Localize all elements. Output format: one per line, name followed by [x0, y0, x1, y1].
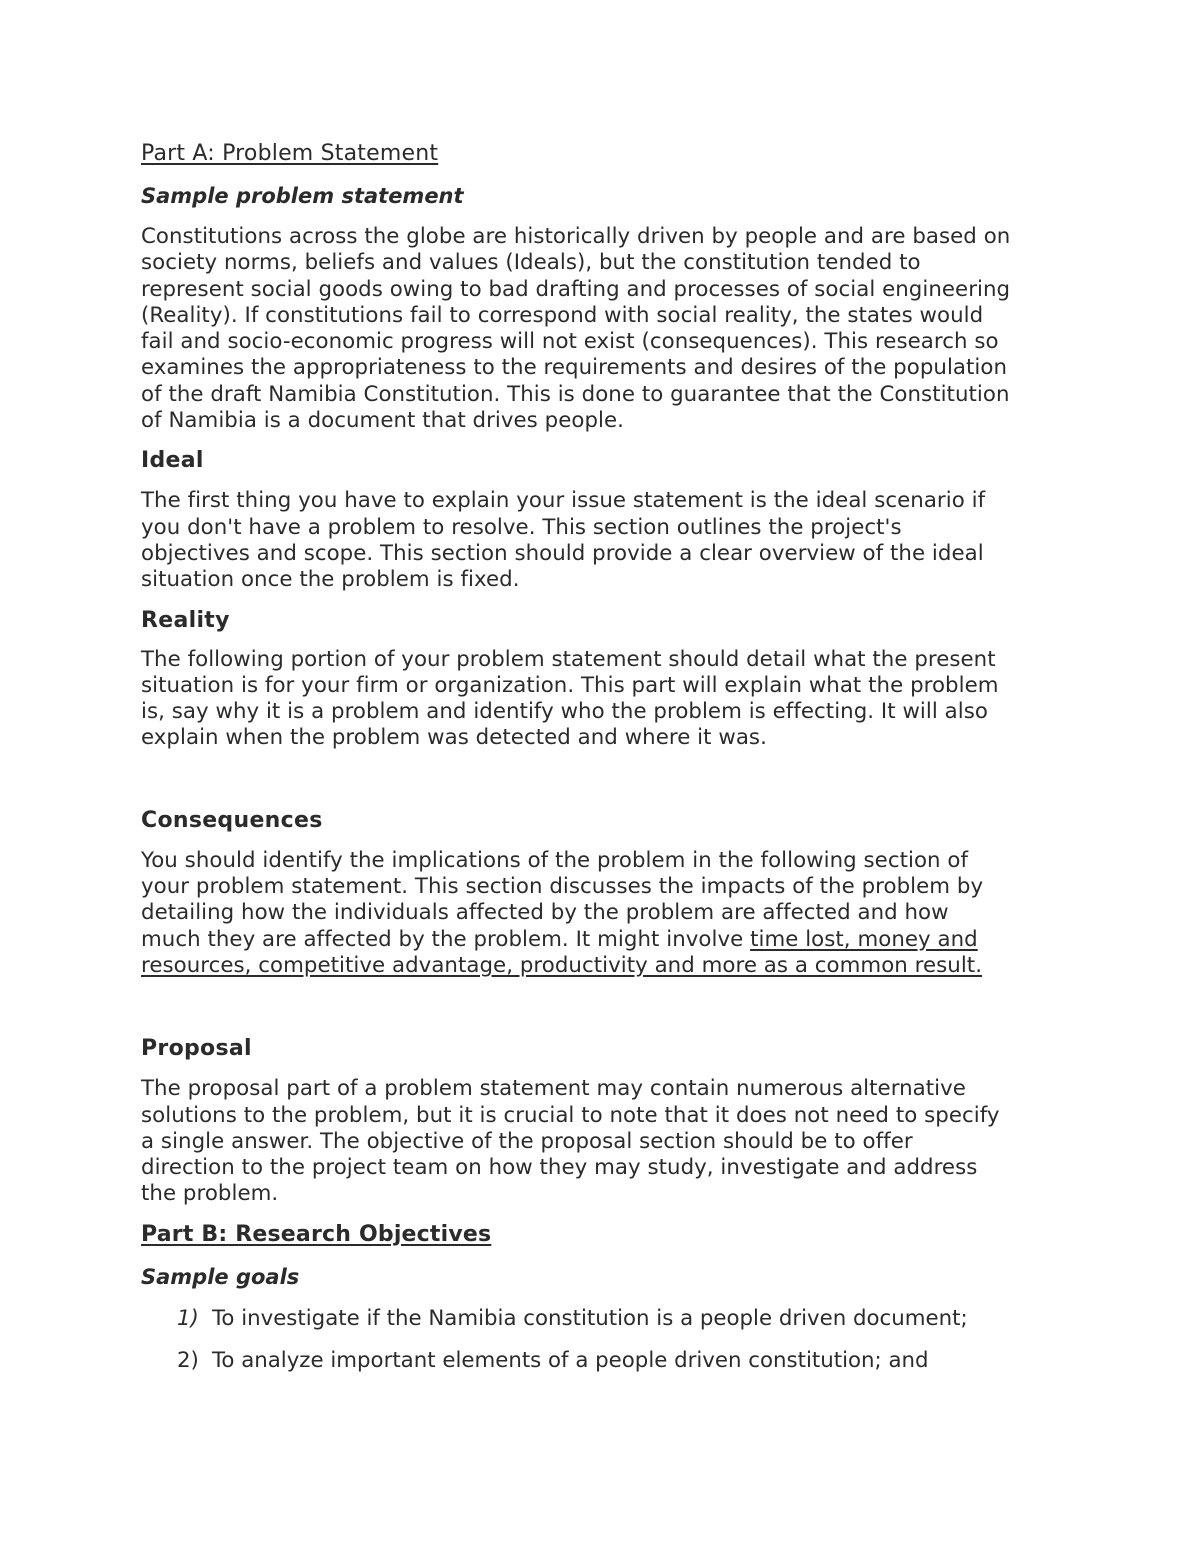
proposal-heading: Proposal [141, 1036, 252, 1062]
text-line: detailing how the individuals affected by the problem are affected and how [141, 900, 949, 926]
text-line: is, say why it is a problem and identify who the problem is effecting. It will also [141, 699, 988, 725]
text-plain: much they are affected by the problem. It might involve [141, 926, 751, 952]
text-line: represent social goods owing to bad drafting and processes of social engineering [141, 276, 1011, 302]
text-line: (Reality). If constitutions fail to correspond with social reality, the states would [141, 302, 984, 328]
consequences-heading: Consequences [141, 807, 323, 833]
text-line: your problem statement. This section discusses the impacts of the problem by [141, 874, 984, 900]
list-item [141, 1305, 1080, 1333]
underlined-text: time lost, money and [750, 926, 978, 952]
text-line: objectives and scope. This section should provide a clear overview of the ideal [141, 540, 984, 566]
text-line: The proposal part of a problem statement may contain numerous alternative [141, 1076, 966, 1102]
text-line: society norms, beliefs and values (Ideals), but the constitution tended to [141, 250, 921, 276]
ideal-paragraph [141, 488, 1080, 593]
text-line: the problem. [141, 1181, 279, 1207]
part-b-heading: Part B: Research Objectives [141, 1221, 492, 1247]
text-line: you don't have a problem to resolve. This section outlines the project's [141, 514, 902, 540]
text-line: The first thing you have to explain your issue statement is the ideal scenario if [141, 488, 986, 514]
sample-goals-subheading: Sample goals [141, 1264, 300, 1289]
text-line: Constitutions across the globe are historically driven by people and are based on [141, 224, 1011, 249]
text-line: a single answer. The objective of the proposal section should be to offer [141, 1128, 913, 1154]
list-item [141, 1347, 1080, 1375]
part-a-heading: Part A: Problem Statement [141, 141, 439, 166]
underlined-text: resources, competitive advantage, productivity and more as a common result. [141, 952, 983, 978]
text-line: fail and socio-economic progress will not exist (consequences). This research so [141, 329, 999, 355]
problem-statement-paragraph [141, 224, 1080, 434]
text-line: explain when the problem was detected and where it was. [141, 725, 767, 751]
list-number: 1) [177, 1305, 199, 1331]
proposal-paragraph [141, 1076, 1080, 1207]
text-line: examines the appropriateness to the requirements and desires of the population [141, 355, 1008, 381]
text-line: direction to the project team on how they may study, investigate and address [141, 1155, 978, 1181]
consequences-paragraph [141, 848, 1080, 979]
reality-heading: Reality [141, 607, 230, 633]
text-line: The following portion of your problem statement should detail what the present [141, 646, 996, 672]
text-line: situation is for your firm or organization. This part will explain what the problem [141, 672, 999, 698]
ideal-heading: Ideal [141, 448, 204, 474]
list-number: 2) [177, 1347, 199, 1373]
list-item-text: To investigate if the Namibia constitution is a people driven document; [212, 1305, 968, 1331]
goals-list [141, 1305, 1080, 1375]
text-line [141, 927, 1080, 953]
reality-paragraph [141, 647, 1080, 752]
text-line [141, 953, 1080, 979]
text-line: of Namibia is a document that drives people. [141, 408, 624, 434]
sample-problem-statement-subheading: Sample problem statement [141, 184, 464, 208]
list-item-text: To analyze important elements of a people driven constitution; and [212, 1347, 929, 1373]
text-line: solutions to the problem, but it is crucial to note that it does not need to specify [141, 1102, 1000, 1128]
text-line: situation once the problem is fixed. [141, 567, 520, 593]
text-line: of the draft Namibia Constitution. This is done to guarantee that the Constitution [141, 381, 1010, 407]
text-line: You should identify the implications of the problem in the following section of [141, 847, 969, 873]
